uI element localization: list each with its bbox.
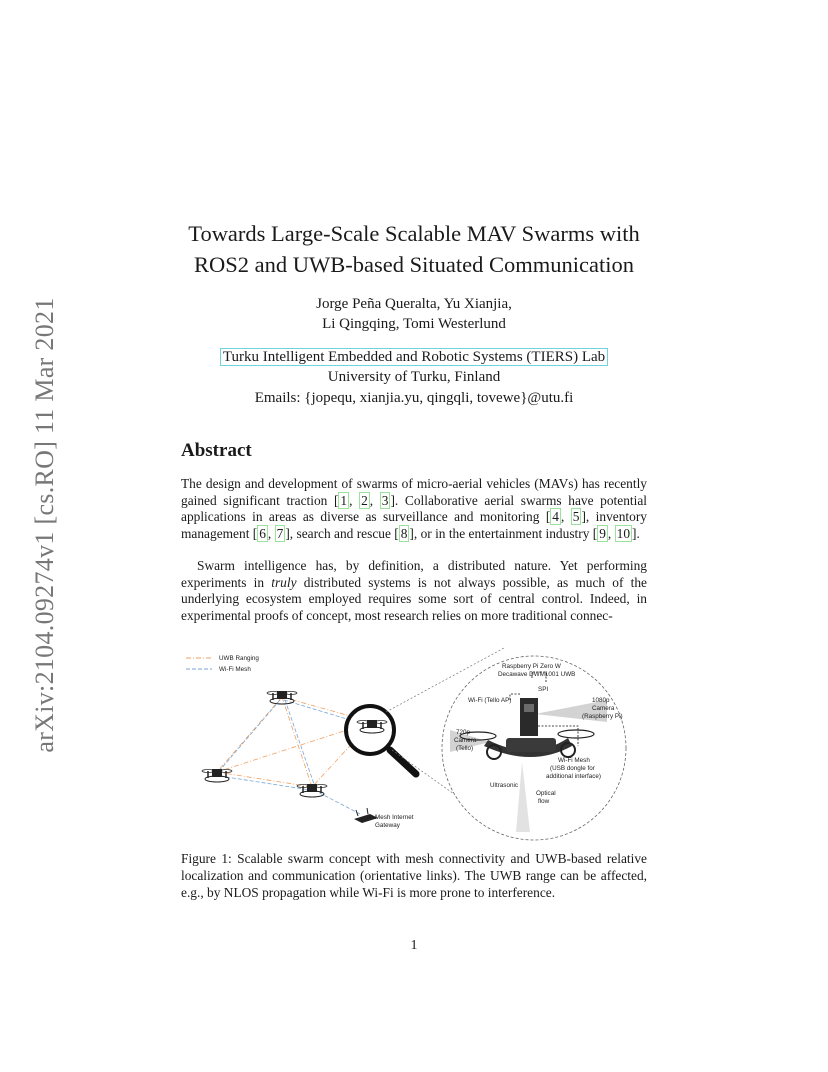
cam720-label-1: 720p xyxy=(456,729,471,736)
swarm-diagram xyxy=(172,642,652,842)
wifi-mesh-label-1: Wi-Fi Mesh xyxy=(558,757,590,764)
text-span: distributed systems is not always possible, as much of the underlying ecosystem employed requires some sort of central control. Indeed, in experimental proofs of concept, most research relies on more traditional connec- xyxy=(181,574,648,623)
text-span: The design and development of swarms of micro-aerial vehicles (MAVs) has recently gained significant traction [ xyxy=(181,476,647,508)
wifi-tello-label: Wi-Fi (Tello AP) xyxy=(468,697,512,704)
citation-link[interactable]: 2 xyxy=(361,492,368,508)
text-span: ], or in the entertainment industry [ xyxy=(409,525,598,541)
abstract-paragraph-1: The design and development of swarms of micro-aerial vehicles (MAVs) has recently gained significant traction [ 1 , 2 , 3 ]. Collaborative aerial swarms have potential applications in areas as diverse as surveillance and monitoring [ 4 , 5 ], inventory management [ 6 , 7 ], search and rescue [ 8 ], or in the entertainment industry [ 9 , 10 ]. xyxy=(181,476,647,541)
drone-icon xyxy=(297,784,327,797)
cam1080-label-1: 1080p xyxy=(592,697,610,704)
spi-label: SPI xyxy=(538,686,549,693)
emails: Emails: {jopequ, xianjia.yu, qingqli, tovewe}@utu.fi xyxy=(254,390,574,406)
figure-1 xyxy=(172,642,652,842)
text-span: Swarm intelligence has, by definition, a distributed nature. Yet performing experiments in xyxy=(181,558,647,590)
magnifier-icon xyxy=(346,706,416,774)
cam1080-label-3: (Raspberry Pi) xyxy=(582,713,623,720)
citation-link[interactable]: 9 xyxy=(599,525,606,541)
affiliation xyxy=(140,347,688,387)
citation-link[interactable]: 7 xyxy=(276,525,284,541)
paper-title xyxy=(140,218,688,280)
citation-link[interactable]: 1 xyxy=(340,492,348,508)
rpi-label-2: Decawave DWM1001 UWB xyxy=(498,671,576,678)
gateway-label-2: Gateway xyxy=(375,822,400,829)
title-line-1: Towards Large-Scale Scalable MAV Swarms with xyxy=(188,221,640,246)
legend-wifi: Wi-Fi Mesh xyxy=(219,666,251,673)
cam720-label-3: (Tello) xyxy=(456,745,474,752)
arxiv-id-text: arXiv:2104.09274v1 [cs.RO] 11 Mar 2021 xyxy=(30,297,59,753)
emphasis: truly xyxy=(271,574,297,590)
ultrasonic-label: Ultrasonic xyxy=(490,782,518,789)
university: University of Turku, Finland xyxy=(327,369,501,385)
wifi-mesh-label-3: additional interface) xyxy=(546,773,601,780)
text-span: ]. Collaborative aerial swarms have potential applications in areas as diverse as surveillance and monitoring [ xyxy=(181,492,647,524)
citation-link[interactable]: 4 xyxy=(552,509,559,524)
text-span: ], inventory management [ xyxy=(181,509,647,541)
citation-link[interactable]: 3 xyxy=(381,492,389,508)
text-span: ]. xyxy=(632,525,640,541)
abstract-heading: Abstract xyxy=(181,440,252,461)
citation-link[interactable]: 6 xyxy=(259,525,266,541)
rpi-label-1: Raspberry Pi Zero W xyxy=(502,663,561,670)
title-line-2: ROS2 and UWB-based Situated Communication xyxy=(194,252,634,277)
optical-label-1: Optical xyxy=(536,790,556,797)
abstract-paragraph-2 xyxy=(181,558,647,624)
gateway-label-1: Mesh Internet xyxy=(375,814,414,821)
optical-label-2: flow xyxy=(538,798,550,805)
gateway-icon xyxy=(354,808,414,829)
cam720-label-2: Camera xyxy=(454,737,477,744)
arxiv-side-identifier xyxy=(20,290,70,760)
citation-link[interactable]: 8 xyxy=(400,525,408,541)
citation-link[interactable]: 10 xyxy=(616,525,631,541)
drone-icon xyxy=(267,691,297,704)
citation-link[interactable]: 5 xyxy=(572,509,580,524)
cam1080-label-2: Camera xyxy=(592,705,615,712)
authors-line-1: Jorge Peña Queralta, Yu Xianjia, xyxy=(316,296,512,312)
legend-uwb: UWB Ranging xyxy=(219,655,259,662)
authors-line-2: Li Qingqing, Tomi Westerlund xyxy=(322,316,506,332)
page-number: 1 xyxy=(410,938,418,953)
drone-icon xyxy=(202,769,232,782)
text-span: ], search and rescue [ xyxy=(285,525,399,541)
detail-circle xyxy=(442,656,626,840)
author-list xyxy=(140,294,688,334)
legend xyxy=(186,655,259,673)
lab-link[interactable]: Turku Intelligent Embedded and Robotic Systems (TIERS) Lab xyxy=(220,348,608,366)
figure-caption: Figure 1: Scalable swarm concept with mesh connectivity and UWB-based relative localization and communication (orientative links). The UWB range can be affected, e.g., by NLOS propagation while Wi-Fi is more prone to interference. xyxy=(181,851,647,900)
wifi-mesh-label-2: (USB dongle for xyxy=(550,765,595,772)
